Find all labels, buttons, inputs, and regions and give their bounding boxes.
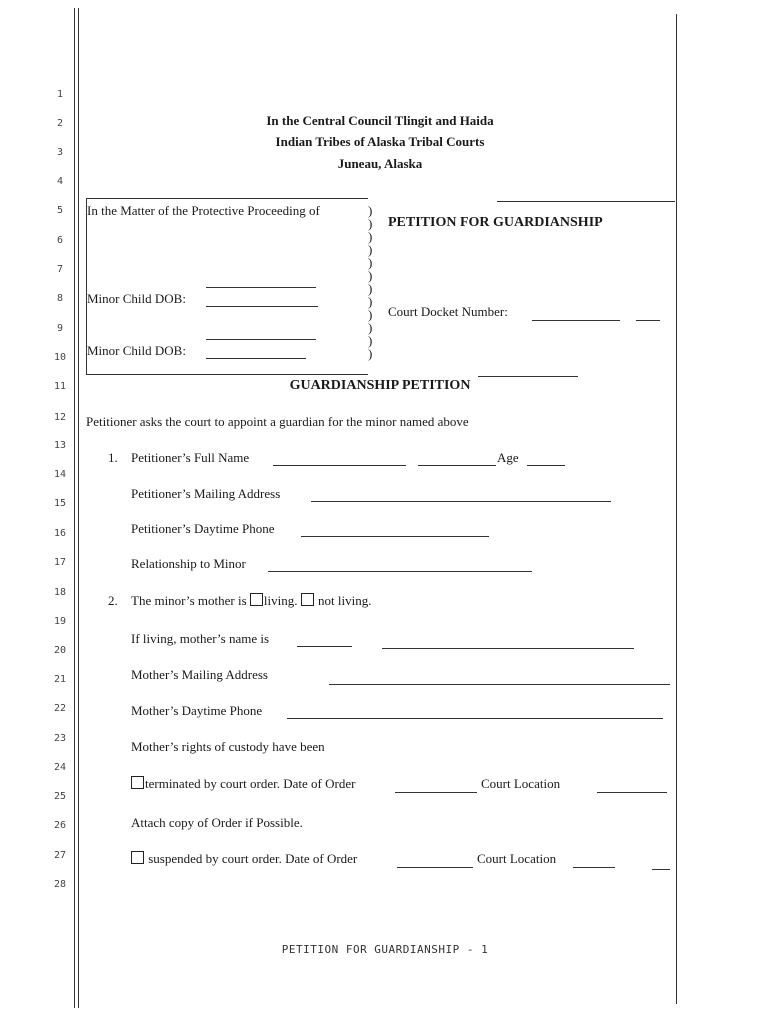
mother-phone-field[interactable] [287, 718, 663, 719]
relationship-field[interactable] [268, 571, 532, 572]
docket-number-field[interactable] [532, 320, 620, 321]
docket-number-field-ext[interactable] [636, 320, 660, 321]
mother-name-field[interactable] [297, 646, 352, 647]
child-dob-field-2[interactable] [206, 358, 306, 359]
line-number: 20 [53, 645, 67, 656]
mother-phone-label: Mother’s Daytime Phone [131, 703, 263, 718]
mother-mailing-field[interactable] [329, 684, 670, 685]
line-number: 19 [53, 616, 67, 627]
item-2-number: 2. [108, 593, 118, 608]
line-number: 22 [53, 703, 67, 714]
child-dob-label-1: Minor Child DOB: [87, 291, 186, 306]
suspended-checkbox[interactable] [131, 851, 144, 864]
page-footer: PETITION FOR GUARDIANSHIP - 1 [281, 943, 489, 956]
line-number: 27 [53, 850, 67, 861]
suspended-court-location-label: Court Location [477, 851, 557, 866]
line-number: 18 [53, 587, 67, 598]
petitioner-mailing-label: Petitioner’s Mailing Address [131, 486, 281, 501]
line-number: 13 [53, 440, 67, 451]
terminated-court-location-label: Court Location [481, 776, 561, 791]
line-number: 21 [53, 674, 67, 685]
caption-top-rule-right [497, 201, 675, 202]
mother-name-field-2[interactable] [382, 648, 634, 649]
line-number: 8 [56, 293, 64, 304]
line-number: 11 [53, 381, 67, 392]
line-number: 6 [56, 235, 64, 246]
line-number: 5 [56, 205, 64, 216]
child-name-line-1 [206, 287, 316, 288]
line-number: 23 [53, 733, 67, 744]
line-number: 3 [56, 147, 64, 158]
section-title: GUARDIANSHIP PETITION [289, 378, 471, 393]
caption-bottom-rule [86, 374, 368, 375]
suspended-label: suspended by court order. Date of Order [148, 851, 358, 866]
mother-mailing-label: Mother’s Mailing Address [131, 667, 268, 682]
court-name-line-1: In the Central Council Tlingit and Haida [266, 113, 494, 128]
mother-status-line [131, 593, 371, 609]
suspended-line [131, 851, 357, 867]
child-name-line-2 [206, 339, 316, 340]
line-number: 24 [53, 762, 67, 773]
caption-parentheses: ) ) ) ) ) ) ) ) ) ) ) ) [368, 203, 373, 361]
child-dob-field-1[interactable] [206, 306, 318, 307]
caption-bottom-rule-right [478, 376, 578, 377]
terminated-line [131, 776, 355, 792]
intro-text: Petitioner asks the court to appoint a guardian for the minor named above [86, 414, 469, 429]
line-number: 25 [53, 791, 67, 802]
right-margin-line [676, 14, 677, 1004]
terminated-checkbox[interactable] [131, 776, 144, 789]
caption-top-rule [86, 198, 368, 199]
suspended-date-field[interactable] [397, 867, 473, 868]
attach-order-note: Attach copy of Order if Possible. [131, 815, 303, 830]
line-number: 16 [53, 528, 67, 539]
matter-label: In the Matter of the Protective Proceeding of [87, 203, 320, 218]
left-margin-line-inner [78, 8, 79, 1008]
petitioner-name-label: Petitioner’s Full Name [131, 450, 250, 465]
line-number: 4 [56, 176, 64, 187]
child-dob-label-2: Minor Child DOB: [87, 343, 186, 358]
suspended-court-location-field-2[interactable] [652, 869, 670, 870]
left-margin-line-outer [74, 8, 75, 1008]
living-checkbox[interactable] [250, 593, 263, 606]
age-label: Age [497, 450, 519, 465]
petitioner-mailing-field[interactable] [311, 501, 611, 502]
petitioner-phone-label: Petitioner’s Daytime Phone [131, 521, 275, 536]
relationship-label: Relationship to Minor [131, 556, 246, 571]
court-location: Juneau, Alaska [337, 156, 423, 171]
line-number: 12 [53, 412, 67, 423]
line-number: 14 [53, 469, 67, 480]
terminated-date-field[interactable] [395, 792, 477, 793]
petitioner-name-field-2[interactable] [418, 465, 496, 466]
line-number: 2 [56, 118, 64, 129]
age-field[interactable] [527, 465, 565, 466]
petitioner-name-field[interactable] [273, 465, 406, 466]
line-number: 1 [56, 89, 64, 100]
living-label: living. [263, 593, 298, 608]
not-living-label: not living. [318, 593, 372, 608]
court-name-line-2: Indian Tribes of Alaska Tribal Courts [275, 134, 485, 149]
line-number: 7 [56, 264, 64, 275]
terminated-label: terminated by court order. Date of Order [145, 776, 356, 791]
mother-name-label: If living, mother’s name is [131, 631, 270, 646]
line-number: 28 [53, 879, 67, 890]
line-number: 9 [56, 323, 64, 334]
line-number: 10 [53, 352, 67, 363]
line-number: 15 [53, 498, 67, 509]
line-number: 26 [53, 820, 67, 831]
docket-label: Court Docket Number: [388, 304, 508, 319]
terminated-court-location-field[interactable] [597, 792, 667, 793]
suspended-court-location-field[interactable] [573, 867, 615, 868]
petitioner-phone-field[interactable] [301, 536, 489, 537]
line-number: 17 [53, 557, 67, 568]
petition-title: PETITION FOR GUARDIANSHIP [388, 215, 603, 230]
mother-status-label: The minor’s mother is [131, 593, 247, 608]
item-1-number: 1. [108, 450, 118, 465]
not-living-checkbox[interactable] [301, 593, 314, 606]
custody-rights-label: Mother’s rights of custody have been [131, 739, 325, 754]
